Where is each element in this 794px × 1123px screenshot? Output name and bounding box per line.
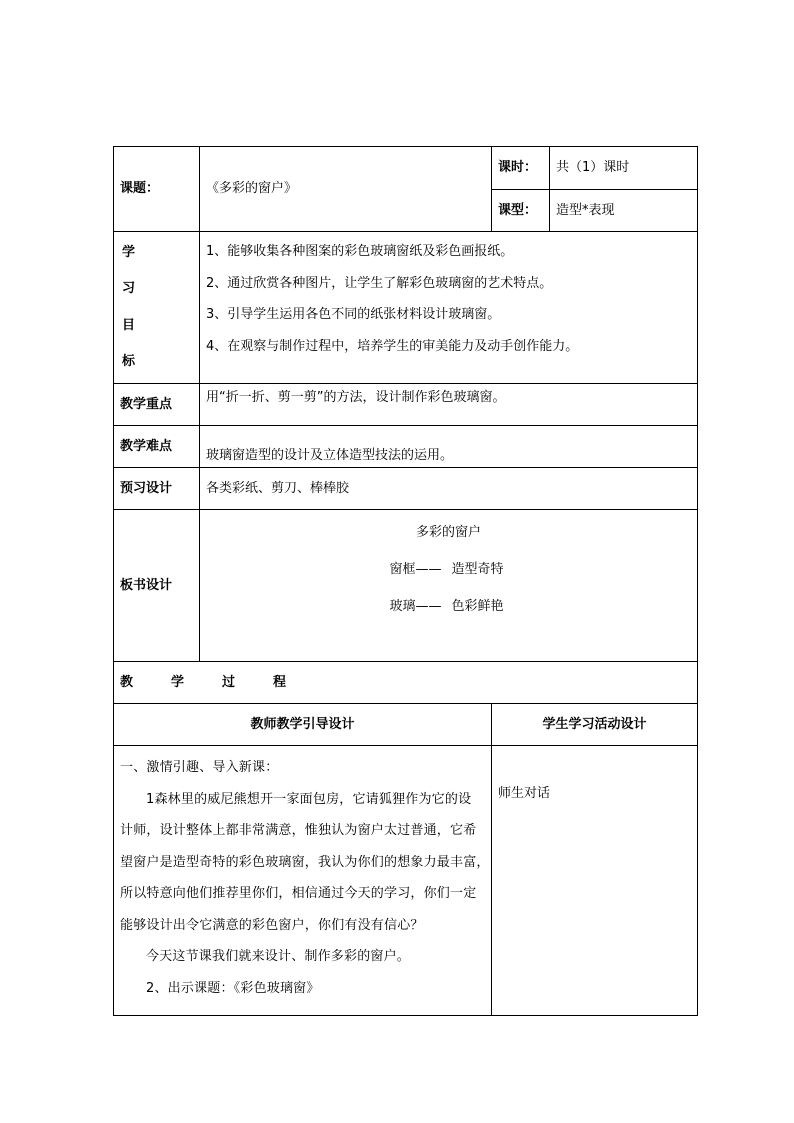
board-content xyxy=(200,510,698,662)
teacher-line: 2、出示课题：《彩色玻璃窗》 xyxy=(146,980,320,996)
hours-label: 课时： xyxy=(492,147,550,190)
goal-item: 3、引导学生运用各色不同的纸张材料设计玻璃窗。 xyxy=(206,307,501,322)
preview-value: 各类彩纸、剪刀、棒棒胶 xyxy=(200,468,698,510)
student-activity: 师生对话 xyxy=(492,746,698,1016)
board-line xyxy=(206,559,691,596)
teacher-line: 1森林里的威尼熊想开一家面包房，它请狐狸作为它的设 xyxy=(146,791,472,807)
goals-label-char: 目 xyxy=(122,317,136,333)
board-line1-left: 窗框—— xyxy=(389,562,442,577)
goals-label-char: 习 xyxy=(122,281,136,296)
type-label: 课型： xyxy=(492,190,550,232)
process-header xyxy=(114,662,698,704)
board-label: 板书设计 xyxy=(114,510,200,662)
hours-value: 共（1）课时 xyxy=(550,147,698,190)
teacher-line: 望窗户是造型奇特的彩色玻璃窗，我认为你们的想象力最丰富， xyxy=(120,854,490,870)
preview-label: 预习设计 xyxy=(114,468,200,510)
key-point-label: 教学重点 xyxy=(114,384,200,426)
board-line2-left: 玻璃—— xyxy=(389,599,442,614)
goals-label-char: 学 xyxy=(122,244,136,260)
title-label: 课题： xyxy=(114,147,200,232)
process-char: 教 xyxy=(120,674,134,690)
title-value: 《多彩的窗户》 xyxy=(200,147,492,232)
teacher-line: 今天这节课我们就来设计、制作多彩的窗户。 xyxy=(146,949,411,964)
lesson-plan-table xyxy=(113,146,698,1016)
board-title: 多彩的窗户 xyxy=(416,525,482,540)
goals-list xyxy=(200,232,698,384)
teacher-guidance xyxy=(114,746,492,1016)
board-line xyxy=(206,596,691,633)
difficulty-value: 玻璃窗造型的设计及立体造型技法的运用。 xyxy=(200,426,698,468)
process-char: 程 xyxy=(273,674,287,690)
teacher-column-header: 教师教学引导设计 xyxy=(114,704,492,746)
board-line2-right: 色彩鲜艳 xyxy=(451,599,504,614)
teacher-line: 所以特意向他们推荐里你们，相信通过今天的学习，你们一定 xyxy=(120,886,477,901)
difficulty-label: 教学难点 xyxy=(114,426,200,468)
teacher-line: 一、激情引趣、导入新课： xyxy=(120,760,279,775)
goal-item: 2、通过欣赏各种图片，让学生了解彩色玻璃窗的艺术特点。 xyxy=(206,275,553,291)
goals-label-char: 标 xyxy=(122,354,136,369)
goal-item: 4、在观察与制作过程中，培养学生的审美能力及动手创作能力。 xyxy=(206,338,579,354)
teacher-line: 计师，设计整体上都非常满意，惟独认为窗户太过普通，它希 xyxy=(120,823,477,838)
goals-label xyxy=(114,232,200,384)
process-char: 过 xyxy=(222,674,236,690)
process-char: 学 xyxy=(171,674,185,690)
type-value: 造型*表现 xyxy=(550,190,698,232)
key-point-value: 用“折一折、剪一剪”的方法，设计制作彩色玻璃窗。 xyxy=(200,384,698,426)
student-column-header: 学生学习活动设计 xyxy=(492,704,698,746)
goal-item: 1、能够收集各种图案的彩色玻璃窗纸及彩色画报纸。 xyxy=(206,244,514,259)
teacher-line: 能够设计出令它满意的彩色窗户，你们有没有信心？ xyxy=(120,917,424,933)
board-line1-right: 造型奇特 xyxy=(451,562,504,577)
